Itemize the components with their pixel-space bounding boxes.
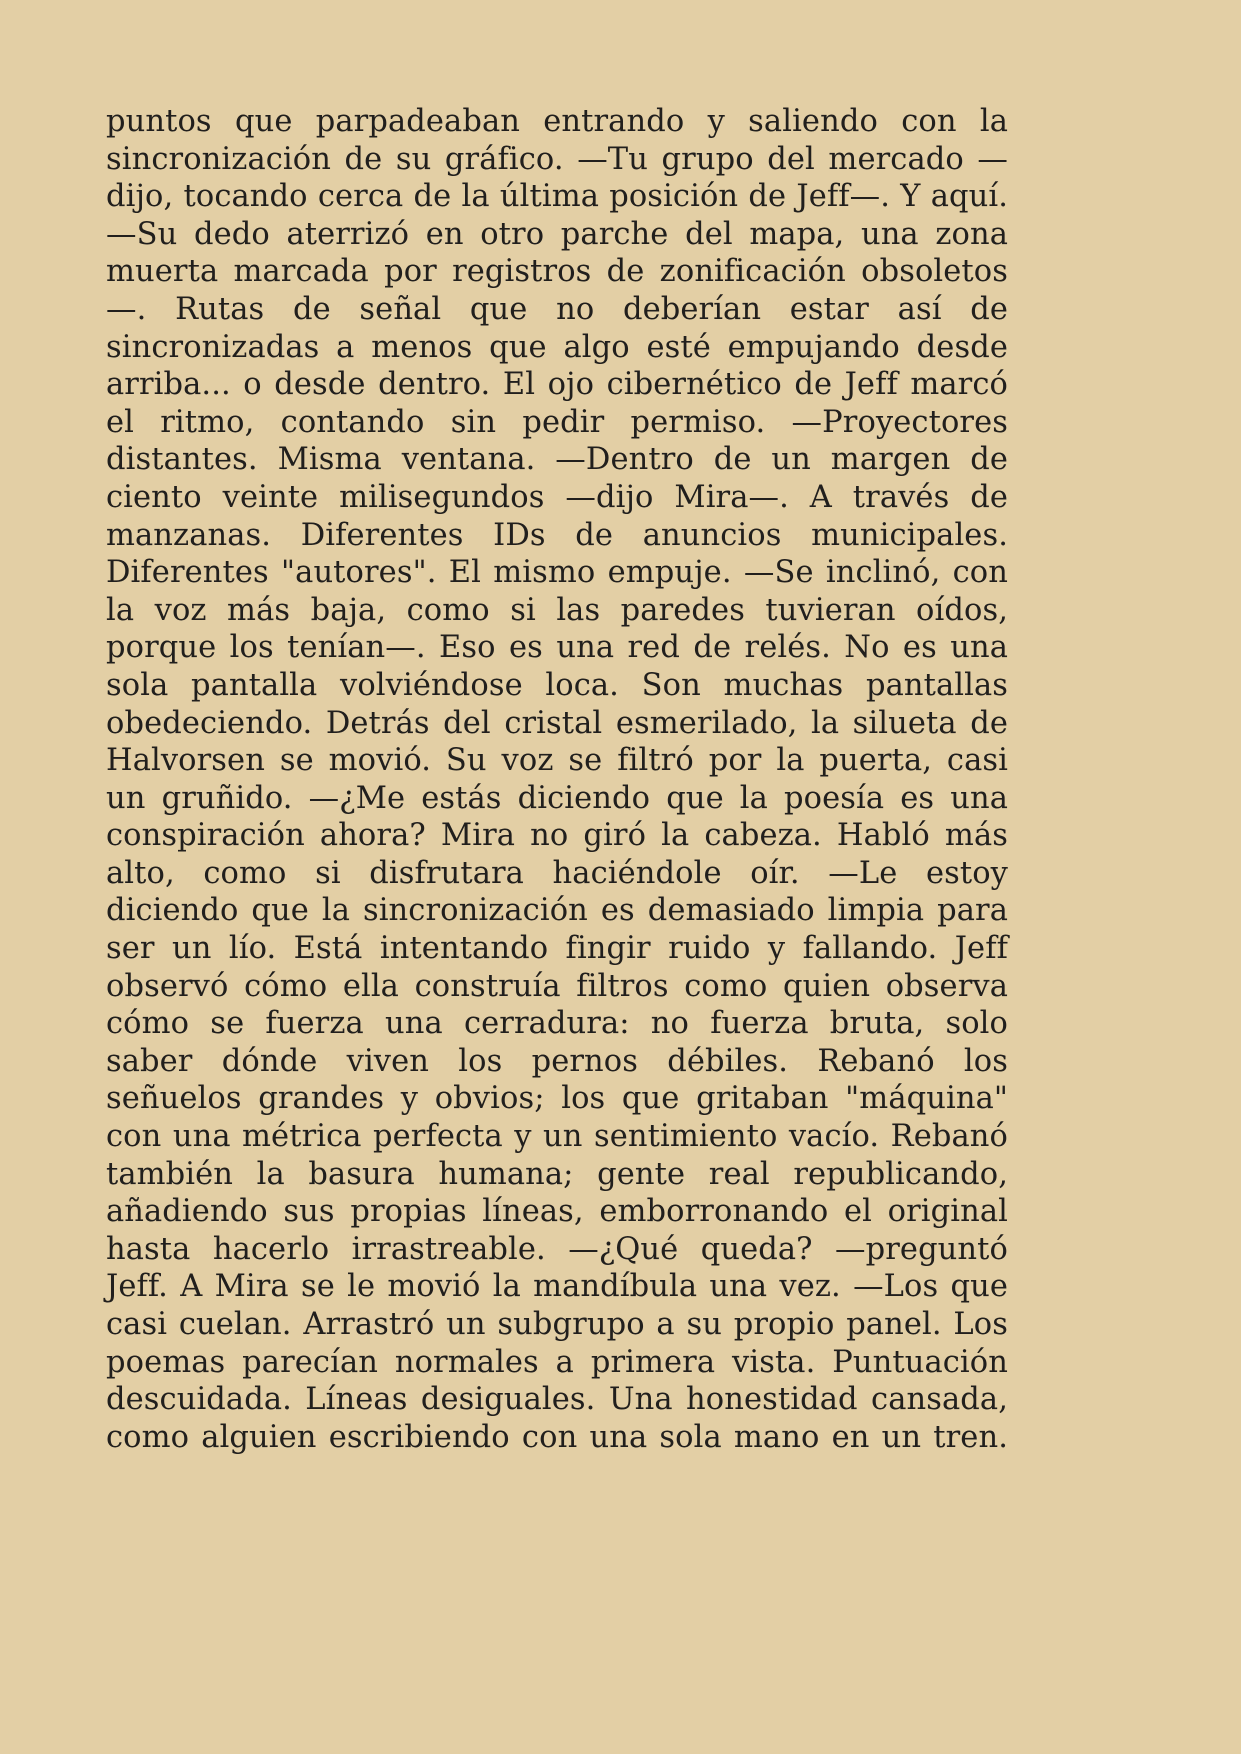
body-paragraph: puntos que parpadeaban entrando y saliendo con la sincronización de su gráfico. —Tu grupo del mercado —dijo, tocando cerca de la última posición de Jeff—. Y aquí. —Su dedo aterrizó en otro parche del mapa, una zona muerta marcada por registros de zonificación obsoletos —. Rutas de señal que no deberían estar así de sincronizadas a menos que algo esté empujando desde arriba... o desde dentro. El ojo cibernético de Jeff marcó el ritmo, contando sin pedir permiso. —Proyectores distantes. Misma ventana. —Dentro de un margen de ciento veinte milisegundos —dijo Mira—. A través de manzanas. Diferentes IDs de anuncios municipales. Diferentes "autores". El mismo empuje. —Se inclinó, con la voz más baja, como si las paredes tuvieran oídos, porque los tenían—. Eso es una red de relés. No es una sola pantalla volviéndose loca. Son muchas pantallas obedeciendo. Detrás del cristal esmerilado, la silueta de Halvorsen se movió. Su voz se filtró por la puerta, casi un gruñido. —¿Me estás diciendo que la poesía es una conspiración ahora? Mira no giró la cabeza. Habló más alto, como si disfrutara haciéndole oír. —Le estoy diciendo que la sincronización es demasiado limpia para ser un lío. Está intentando fingir ruido y fallando. Jeff observó cómo ella construía filtros como quien observa cómo se fuerza una cerradura: no fuerza bruta, solo saber dónde viven los pernos débiles. Rebanó los señuelos grandes y obvios; los que gritaban "máquina" con una métrica perfecta y un sentimiento vacío. Rebanó también la basura humana; gente real republicando, añadiendo sus propias líneas, emborronando el original hasta hacerlo irrastreable. —¿Qué queda? —preguntó Jeff. A Mira se le movió la mandíbula una vez. —Los que casi cuelan. Arrastró un subgrupo a su propio panel. Los poemas parecían normales a primera vista. Puntuación descuidada. Líneas desiguales. Una honestidad cansada, como alguien escribiendo con una sola mano en un tren.	[106, 104, 1008, 1455]
text-column	[106, 103, 1008, 1456]
